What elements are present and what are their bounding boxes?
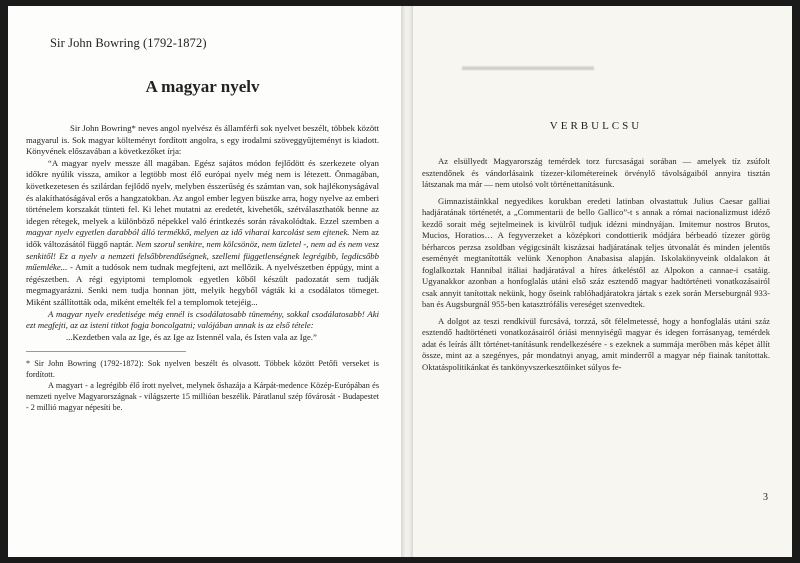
intro-paragraph: Sir John Bowring* neves angol nyelvész és államférfi sok nyelvet beszélt, többek között magyarul is. Sok magyar költeményt fordított angolra, s egy irodalmi szöveggyűjteményt is kiadott. Könyvének előszavában a következőket írja:	[26, 123, 379, 157]
quote-text: - Amit a tudósok nem tudnak megfejteni, azt mellőzik. A nyelvészetben éppúgy, mint a régészetben. A régi egyiptomi templomok egyetlen kőből készült padozatát sem tudják megmagyarázni. Senki nem tudja honnan jött, melyik hegyből vágták ki a csodálatos tömeget. Miként szállították oda, miként emelték fel a templomok tetejéig...	[26, 262, 379, 307]
chapter-title: A magyar nyelv	[145, 77, 260, 96]
quote-italic-text: Nem szorul senkire, nem kölcsönöz, nem üzletel -, nem ad és nem vesz senkitől! Ez a nyelv a nemzeti felsőbbrendűségnek, szellemi függetlenségnek legrégibb, legdicsőbb műemléke...	[26, 238, 380, 273]
quote-paragraph-3: ...Kezdetben vala az Ige, és az Ige az Istennél vala, és Isten vala az Ige.”	[66, 331, 317, 342]
book-spread	[8, 6, 792, 557]
left-body-text	[26, 123, 379, 343]
left-page	[8, 6, 402, 557]
footnote-1: * Sir John Bowring (1792-1872): Sok nyelven beszélt és olvasott. Többek között Petőfi verseket is fordított.	[26, 359, 379, 380]
quote-paragraph-2: A magyar nyelv eredetisége még ennél is csodálatosabb tünemény, sokkal csodálatosabb! Aki ezt megfejti, az az isteni titkot fogja boncolgatni; valójában annak is az első tétele:	[26, 308, 379, 331]
section-title: VERBULCSU	[549, 120, 643, 132]
right-paragraph-2: Gimnazistáinkkal negyedikes korukban eredeti latinban olvastattuk Julius Caesar galliai hadjáratának történetét, a „Commentarii de bello Gallico”-t s annak a római nacionalizmust idéző kezdő sorait még sejtelmeinek is kivülről tudjuk idézni mindnyájan. Imitemur nostros Brutos, Mucios, Horatios… A fegyverzeket a középkori condottierik módjára bérbeadó tízezer görög bérharcos perzsa zsoldban végigcsinált kiszázsai hadjáratának teljes útvonalát és minden jelentős eseményét megtanították velünk Xenophon Anabasisa alapján. Iskolakönyveink oldalakon át foglalkoztak Hannibal itáliai hadjáratával a híres átkeléstől az Alpokon a cannae-i csatáig. Ugyanakkor azonban a honfoglalás utáni első száz esztendő magyar hadtörténeti vonatkozásairól csak annyit tanítottak nekünk, hogy őseink rablóhadjáratokra jártak s ezek során Merseburgnál 933-ban és Augsburgnál 955-ben katasztrófális vereséget szenvedtek.	[422, 195, 770, 309]
footnote-divider	[26, 351, 186, 352]
footnotes	[26, 358, 379, 413]
quote-text: “A magyar nyelv messze áll magában. Egész sajátos módon fejlődött és szerkezete olyan időkre nyúlik vissza, amikor a legtöbb most élő európai nyelv még nem is létezett. Önmagában, következetesen és szilárdan fejlődő nyelv, melyben ésszerűség és számtan van, sok hajlékonyságával és alakíthatóságával erős a hangzatokban. Az angol ember legyen büszke arra, hogy nyelve az emberi történelem korszakát tünteti fel. Ki lehet mutatni az eredetét, kivehetők, szétválaszthatók benne az idegen rétegek, melyek a különböző népekkel való érintkezés során rávakolódtak. Ezzel szemben a	[26, 157, 379, 226]
quote-paragraph-1	[26, 158, 379, 309]
quote-italic-text: magyar nyelv egyetlen darabból álló termékkő, melyen az idő viharai karcolást sem ejtenek.	[26, 227, 350, 238]
right-page	[402, 6, 792, 557]
footnote-2: A magyart - a legrégibb élő írott nyelvet, melynek őshazája a Kárpát-medence Közép-Európában és nemzeti nyelve Magyarországnak - világszerte 15 millióan beszélik. Páratlanul szép fővárosát - Budapestet - 2 millió magyar népesíti be.	[26, 381, 379, 413]
right-paragraph-1: Az elsüllyedt Magyarország temérdek torz furcsaságai sorában — amelyek tíz zsúfolt esztendőnek és vándorlásaink tízezer-kilométereinek örvénylő távolságaiból annyira tisztán látszanak ma már — nem utolsó volt történettanításunk.	[422, 156, 770, 189]
right-paragraph-3: A dolgot az teszi rendkívül furcsává, torzzá, sőt félelmetessé, hogy a honfoglalás utáni száz esztendő hadtörténeti vonatkozásairól óriási mennyiségű magyar és idegen forrásanyag, temérdek adat és leírás állt történet-tanításunk rendelkezésére - s ezeknek a summája merőben más képet állít össze, mint az a szegényes, pár mondatnyi anyag, amit minderről a magyar nép fiainak tanítottak. Oktatáspolitikánkat és tankönyvszerkesztőinket súlyos fe-	[422, 315, 770, 372]
bleed-through-lines: ▬▬▬▬▬▬▬▬▬▬▬	[462, 59, 594, 73]
page-number: 3	[763, 492, 768, 503]
running-header: Sir John Bowring (1792-1872)	[50, 36, 207, 50]
quote-text: Nem az idők változásától függő naptár.	[26, 227, 380, 249]
right-body-text	[422, 156, 770, 373]
